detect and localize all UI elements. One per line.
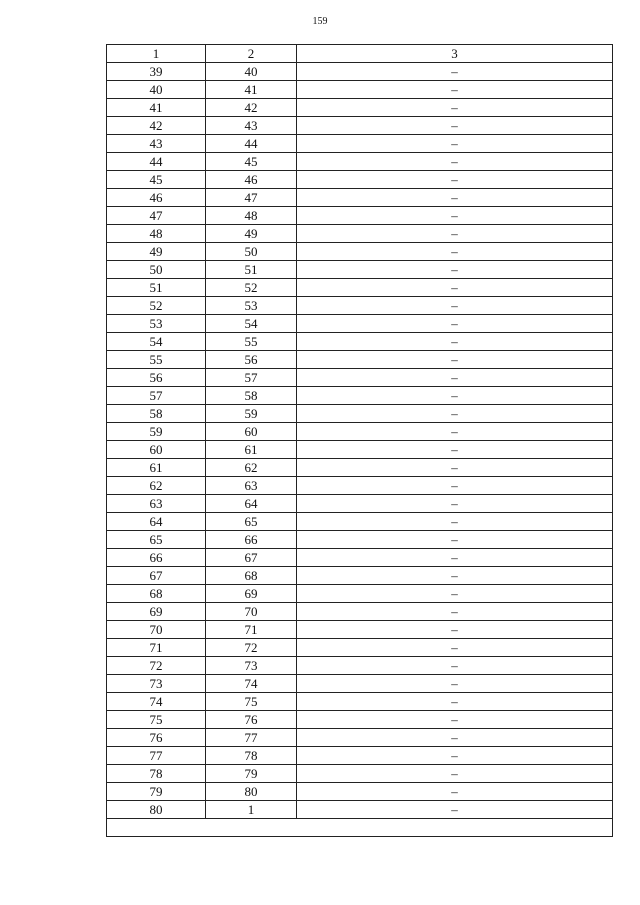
table-cell-col1: 42 [107, 117, 206, 135]
table-cell-col2: 63 [206, 477, 297, 495]
table-cell-col3: – [297, 639, 613, 657]
table-cell-col3: – [297, 477, 613, 495]
table-cell-col2: 43 [206, 117, 297, 135]
table-cell-col2: 55 [206, 333, 297, 351]
table-cell-col1: 63 [107, 495, 206, 513]
table-cell-col1: 69 [107, 603, 206, 621]
table-row [107, 117, 613, 135]
table-row [107, 747, 613, 765]
table-cell-col1: 61 [107, 459, 206, 477]
table-cell-col3: – [297, 351, 613, 369]
table-row [107, 171, 613, 189]
table-cell-col3: – [297, 567, 613, 585]
table-row [107, 621, 613, 639]
table-cell-col1: 45 [107, 171, 206, 189]
table-cell-col3: – [297, 261, 613, 279]
table-cell-col2: 45 [206, 153, 297, 171]
table-row [107, 567, 613, 585]
table-cell-col1: 40 [107, 81, 206, 99]
table-cell-col3: – [297, 153, 613, 171]
table-cell-col2: 77 [206, 729, 297, 747]
table-row [107, 639, 613, 657]
table-cell-col3: – [297, 387, 613, 405]
table-row [107, 189, 613, 207]
table-cell-col1: 76 [107, 729, 206, 747]
table-cell-col1: 68 [107, 585, 206, 603]
table-cell-col1: 39 [107, 63, 206, 81]
table-row [107, 423, 613, 441]
table-cell-col2: 59 [206, 405, 297, 423]
table-cell-col1: 48 [107, 225, 206, 243]
table-cell-col3: – [297, 207, 613, 225]
data-table [106, 44, 613, 837]
table-row [107, 531, 613, 549]
table-cell-col2: 44 [206, 135, 297, 153]
table-row [107, 405, 613, 423]
table-row [107, 153, 613, 171]
table-row [107, 657, 613, 675]
table-row [107, 333, 613, 351]
table-cell-col2: 57 [206, 369, 297, 387]
table-cell-col2: 76 [206, 711, 297, 729]
table-cell-col1: 50 [107, 261, 206, 279]
table-cell-col2: 62 [206, 459, 297, 477]
table-cell-col2: 48 [206, 207, 297, 225]
table-empty-row [107, 819, 613, 837]
table-row [107, 765, 613, 783]
table-cell-col3: – [297, 81, 613, 99]
table-cell-col2: 58 [206, 387, 297, 405]
table-row [107, 477, 613, 495]
table-cell-col3: – [297, 369, 613, 387]
table-cell-col2: 49 [206, 225, 297, 243]
table-row [107, 549, 613, 567]
table-cell-col3: – [297, 495, 613, 513]
table-cell-col2: 46 [206, 171, 297, 189]
table-cell-col1: 67 [107, 567, 206, 585]
table-cell-col3: – [297, 297, 613, 315]
table-cell-col2: 56 [206, 351, 297, 369]
table-cell-col2: 47 [206, 189, 297, 207]
table-cell-col1: 73 [107, 675, 206, 693]
table-cell-col1: 60 [107, 441, 206, 459]
table-cell-col1: 47 [107, 207, 206, 225]
table-cell-col2: 40 [206, 63, 297, 81]
table-cell-col2: 53 [206, 297, 297, 315]
table-cell-col3: – [297, 711, 613, 729]
table-cell-col2: 72 [206, 639, 297, 657]
table-cell-col3: – [297, 693, 613, 711]
table-cell-col1: 52 [107, 297, 206, 315]
table-row [107, 243, 613, 261]
table-row [107, 387, 613, 405]
table-row [107, 369, 613, 387]
table-body [107, 63, 613, 837]
table-row [107, 459, 613, 477]
table-cell-col2: 41 [206, 81, 297, 99]
table-cell-col2: 80 [206, 783, 297, 801]
table-cell-col1: 58 [107, 405, 206, 423]
table-cell-col1: 65 [107, 531, 206, 549]
table-row [107, 675, 613, 693]
table-cell-col3: – [297, 657, 613, 675]
table-cell-col2: 42 [206, 99, 297, 117]
table-cell-col2: 68 [206, 567, 297, 585]
table-cell-col2: 78 [206, 747, 297, 765]
table-cell-col1: 44 [107, 153, 206, 171]
table-cell-col2: 70 [206, 603, 297, 621]
table-cell-col1: 64 [107, 513, 206, 531]
table-cell-col1: 66 [107, 549, 206, 567]
table-cell-col3: – [297, 513, 613, 531]
table-row [107, 585, 613, 603]
table-cell-col3: – [297, 225, 613, 243]
table-cell-col1: 80 [107, 801, 206, 819]
column-header-1: 1 [107, 45, 206, 63]
table-row [107, 99, 613, 117]
table-cell-col1: 75 [107, 711, 206, 729]
table-row [107, 441, 613, 459]
table-cell-col3: – [297, 603, 613, 621]
table-cell-col2: 66 [206, 531, 297, 549]
table-cell-col3: – [297, 801, 613, 819]
table-cell-col3: – [297, 117, 613, 135]
table-cell-col2: 79 [206, 765, 297, 783]
table-cell-col3: – [297, 549, 613, 567]
table-cell-col3: – [297, 423, 613, 441]
column-header-3: 3 [297, 45, 613, 63]
table-cell-col3: – [297, 621, 613, 639]
table-cell-col2: 74 [206, 675, 297, 693]
table-row [107, 495, 613, 513]
table-cell-col3: – [297, 747, 613, 765]
table-cell-col1: 71 [107, 639, 206, 657]
table-cell-col1: 43 [107, 135, 206, 153]
table-row [107, 261, 613, 279]
table-cell-col2: 64 [206, 495, 297, 513]
table-cell-col1: 77 [107, 747, 206, 765]
table-cell-col1: 49 [107, 243, 206, 261]
table-cell-col2: 73 [206, 657, 297, 675]
table-row [107, 297, 613, 315]
table-cell-col3: – [297, 441, 613, 459]
table-cell-col2: 69 [206, 585, 297, 603]
table-row [107, 693, 613, 711]
table-row [107, 351, 613, 369]
table-cell-col1: 74 [107, 693, 206, 711]
table-cell-col3: – [297, 405, 613, 423]
table-cell-col3: – [297, 675, 613, 693]
table-row [107, 81, 613, 99]
table-cell-col2: 75 [206, 693, 297, 711]
table-cell-col2: 1 [206, 801, 297, 819]
table-row [107, 603, 613, 621]
table-cell-col2: 51 [206, 261, 297, 279]
table-cell-col1: 59 [107, 423, 206, 441]
table-cell-col1: 51 [107, 279, 206, 297]
table-row [107, 783, 613, 801]
table-cell-col1: 62 [107, 477, 206, 495]
table-cell-col3: – [297, 783, 613, 801]
table-cell-col3: – [297, 171, 613, 189]
table-cell-col3: – [297, 315, 613, 333]
table-cell-col3: – [297, 279, 613, 297]
table-row [107, 315, 613, 333]
table-cell-col1: 79 [107, 783, 206, 801]
table-cell-col1: 54 [107, 333, 206, 351]
table-cell-col1: 46 [107, 189, 206, 207]
table-cell-col2: 60 [206, 423, 297, 441]
table-empty-cell [107, 819, 613, 837]
table-cell-col1: 70 [107, 621, 206, 639]
column-header-2: 2 [206, 45, 297, 63]
table-cell-col1: 41 [107, 99, 206, 117]
table-row [107, 279, 613, 297]
table-cell-col1: 57 [107, 387, 206, 405]
table-row [107, 207, 613, 225]
table-cell-col3: – [297, 531, 613, 549]
table-cell-col2: 61 [206, 441, 297, 459]
table-row [107, 63, 613, 81]
table-cell-col3: – [297, 333, 613, 351]
table-cell-col1: 56 [107, 369, 206, 387]
table-row [107, 711, 613, 729]
table-cell-col3: – [297, 765, 613, 783]
table-cell-col1: 55 [107, 351, 206, 369]
table-cell-col1: 53 [107, 315, 206, 333]
table-cell-col2: 71 [206, 621, 297, 639]
table-cell-col3: – [297, 99, 613, 117]
table-cell-col1: 78 [107, 765, 206, 783]
table-row [107, 513, 613, 531]
table-cell-col3: – [297, 729, 613, 747]
table-cell-col2: 67 [206, 549, 297, 567]
table-cell-col3: – [297, 459, 613, 477]
table-row [107, 729, 613, 747]
table-cell-col3: – [297, 63, 613, 81]
table-header-row [107, 45, 613, 63]
table-cell-col2: 54 [206, 315, 297, 333]
table-row [107, 135, 613, 153]
table-cell-col2: 65 [206, 513, 297, 531]
table-cell-col3: – [297, 189, 613, 207]
page-number: 159 [312, 16, 328, 27]
table-cell-col1: 72 [107, 657, 206, 675]
table-row [107, 225, 613, 243]
table-row [107, 801, 613, 819]
table-cell-col3: – [297, 135, 613, 153]
table-cell-col3: – [297, 243, 613, 261]
table-cell-col2: 52 [206, 279, 297, 297]
table-cell-col2: 50 [206, 243, 297, 261]
table-cell-col3: – [297, 585, 613, 603]
